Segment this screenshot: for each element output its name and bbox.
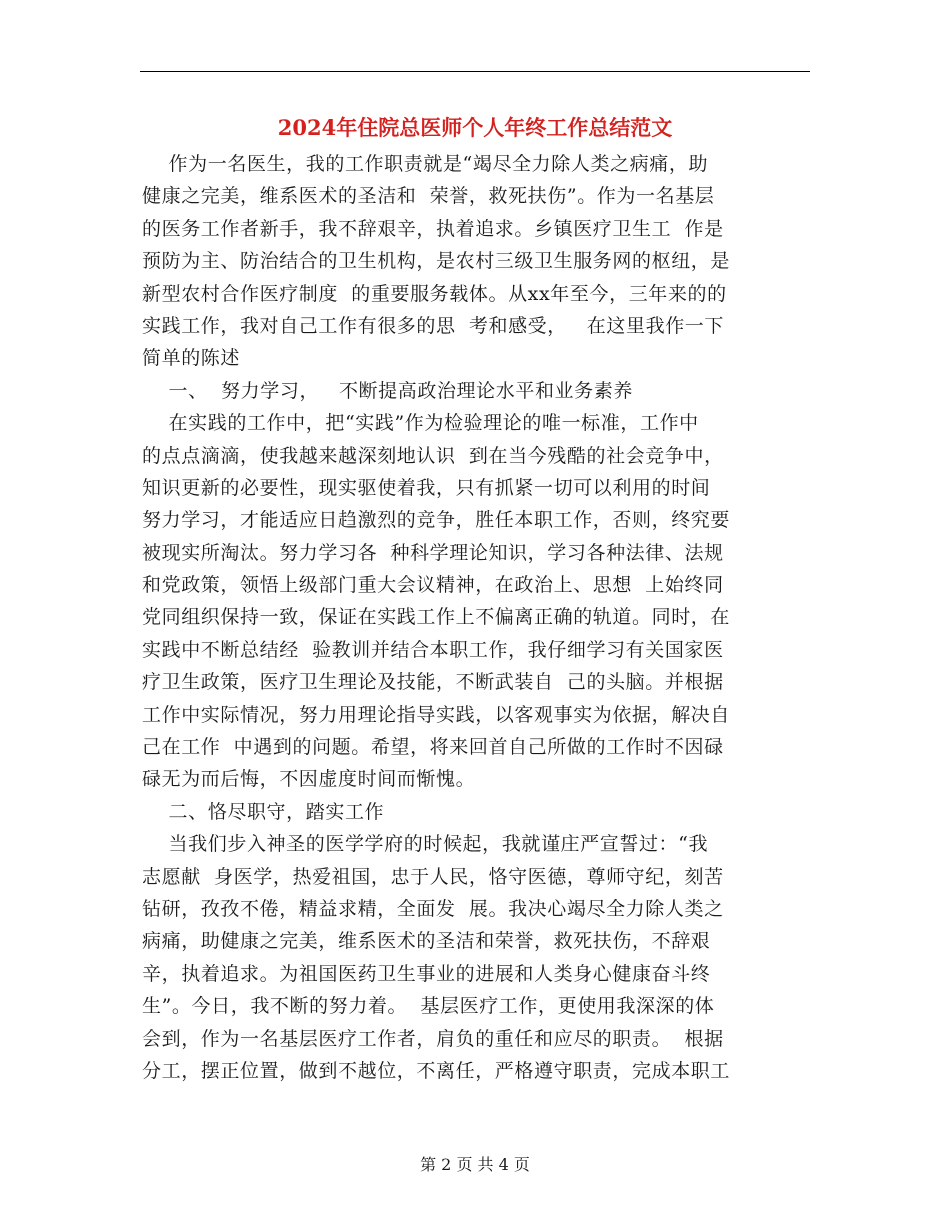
text-line: 在实践的工作中，把“实践”作为检验理论的唯一标准，工作中 <box>142 412 699 435</box>
text-line: 辛，执着追求。为祖国医药卫生事业的进展和人类身心健康奋斗终 <box>142 962 711 985</box>
text-line: 努力学习，才能适应日趋激烈的竞争，胜任本职工作，否则，终究要 <box>142 509 731 532</box>
text-line: 作为一名医生，我的工作职责就是“竭尽全力除人类之病痛，助 <box>142 153 709 175</box>
text-line: 己在工作 中遇到的问题。希望，将来回首自己所做的工作时不因碌 <box>142 736 724 759</box>
text-line: 一、 努力学习， 不断提高政治理论水平和业务素养 <box>142 379 633 402</box>
document-title: 2024年住院总医师个人年终工作总结范文 <box>277 115 673 140</box>
text-line: 二、恪尽职守，踏实工作 <box>142 800 385 823</box>
text-line: 分工，摆正位置，做到不越位，不离任，严格遵守职责，完成本职工 <box>142 1059 731 1082</box>
text-line: 的点点滴滴，使我越来越深刻地认识 到在当今残酷的社会竞争中， <box>142 444 724 467</box>
text-line: 实践中不断总结经 验教训并结合本职工作，我仔细学习有关国家医 <box>142 638 724 661</box>
text-line: 知识更新的必要性，现实驱使着我，只有抓紧一切可以利用的时间 <box>142 476 711 499</box>
text-line: 预防为主、防治结合的卫生机构，是农村三级卫生服务网的枢纽，是 <box>142 250 731 273</box>
text-line: 新型农村合作医疗制度 的重要服务载体。从xx年至今，三年来的的 <box>142 282 727 305</box>
text-line: 和党政策，领悟上级部门重大会议精神，在政治上、思想 上始终同 <box>142 574 724 597</box>
header-rule <box>140 71 810 72</box>
page-number: 第 2 页 共 4 页 <box>420 1155 530 1174</box>
text-line: 当我们步入神圣的医学学府的时候起，我就谨庄严宣誓过：“我 <box>142 833 709 856</box>
text-line: 实践工作，我对自己工作有很多的思 考和感受， 在这里我作一下 <box>142 314 724 337</box>
text-line: 疗卫生政策，医疗卫生理论及技能，不断武装自 己的头脑。并根据 <box>142 671 724 694</box>
text-line: 碌无为而后悔，不因虚度时间而惭愧。 <box>142 768 476 791</box>
text-line: 工作中实际情况，努力用理论指导实践，以客观事实为依据，解决自 <box>142 703 731 726</box>
text-line: 生”。今日，我不断的努力着。 基层医疗工作，更使用我深深的体 <box>142 995 715 1018</box>
text-line: 健康之完美，维系医术的圣洁和 荣誉，救死扶伤”。作为一名基层 <box>142 185 715 208</box>
text-line: 简单的陈述 <box>142 347 241 370</box>
text-line: 钻研，孜孜不倦，精益求精，全面发 展。我决心竭尽全力除人类之 <box>142 897 724 920</box>
text-line: 党同组织保持一致，保证在实践工作上不偏离正确的轨道。同时，在 <box>142 606 731 629</box>
text-line: 病痛，助健康之完美，维系医术的圣洁和荣誉，救死扶伤，不辞艰 <box>142 930 711 953</box>
text-line: 会到，作为一名基层医疗工作者，肩负的重任和应尽的职责。 根据 <box>142 1027 724 1050</box>
document-body <box>142 148 810 1087</box>
text-line: 志愿献 身医学，热爱祖国，忠于人民，恪守医德，尊师守纪，刻苦 <box>142 865 724 888</box>
text-line: 的医务工作者新手，我不辞艰辛，执着追求。乡镇医疗卫生工 作是 <box>142 217 724 240</box>
text-line: 被现实所淘汰。努力学习各 种科学理论知识，学习各种法律、法规 <box>142 541 724 564</box>
